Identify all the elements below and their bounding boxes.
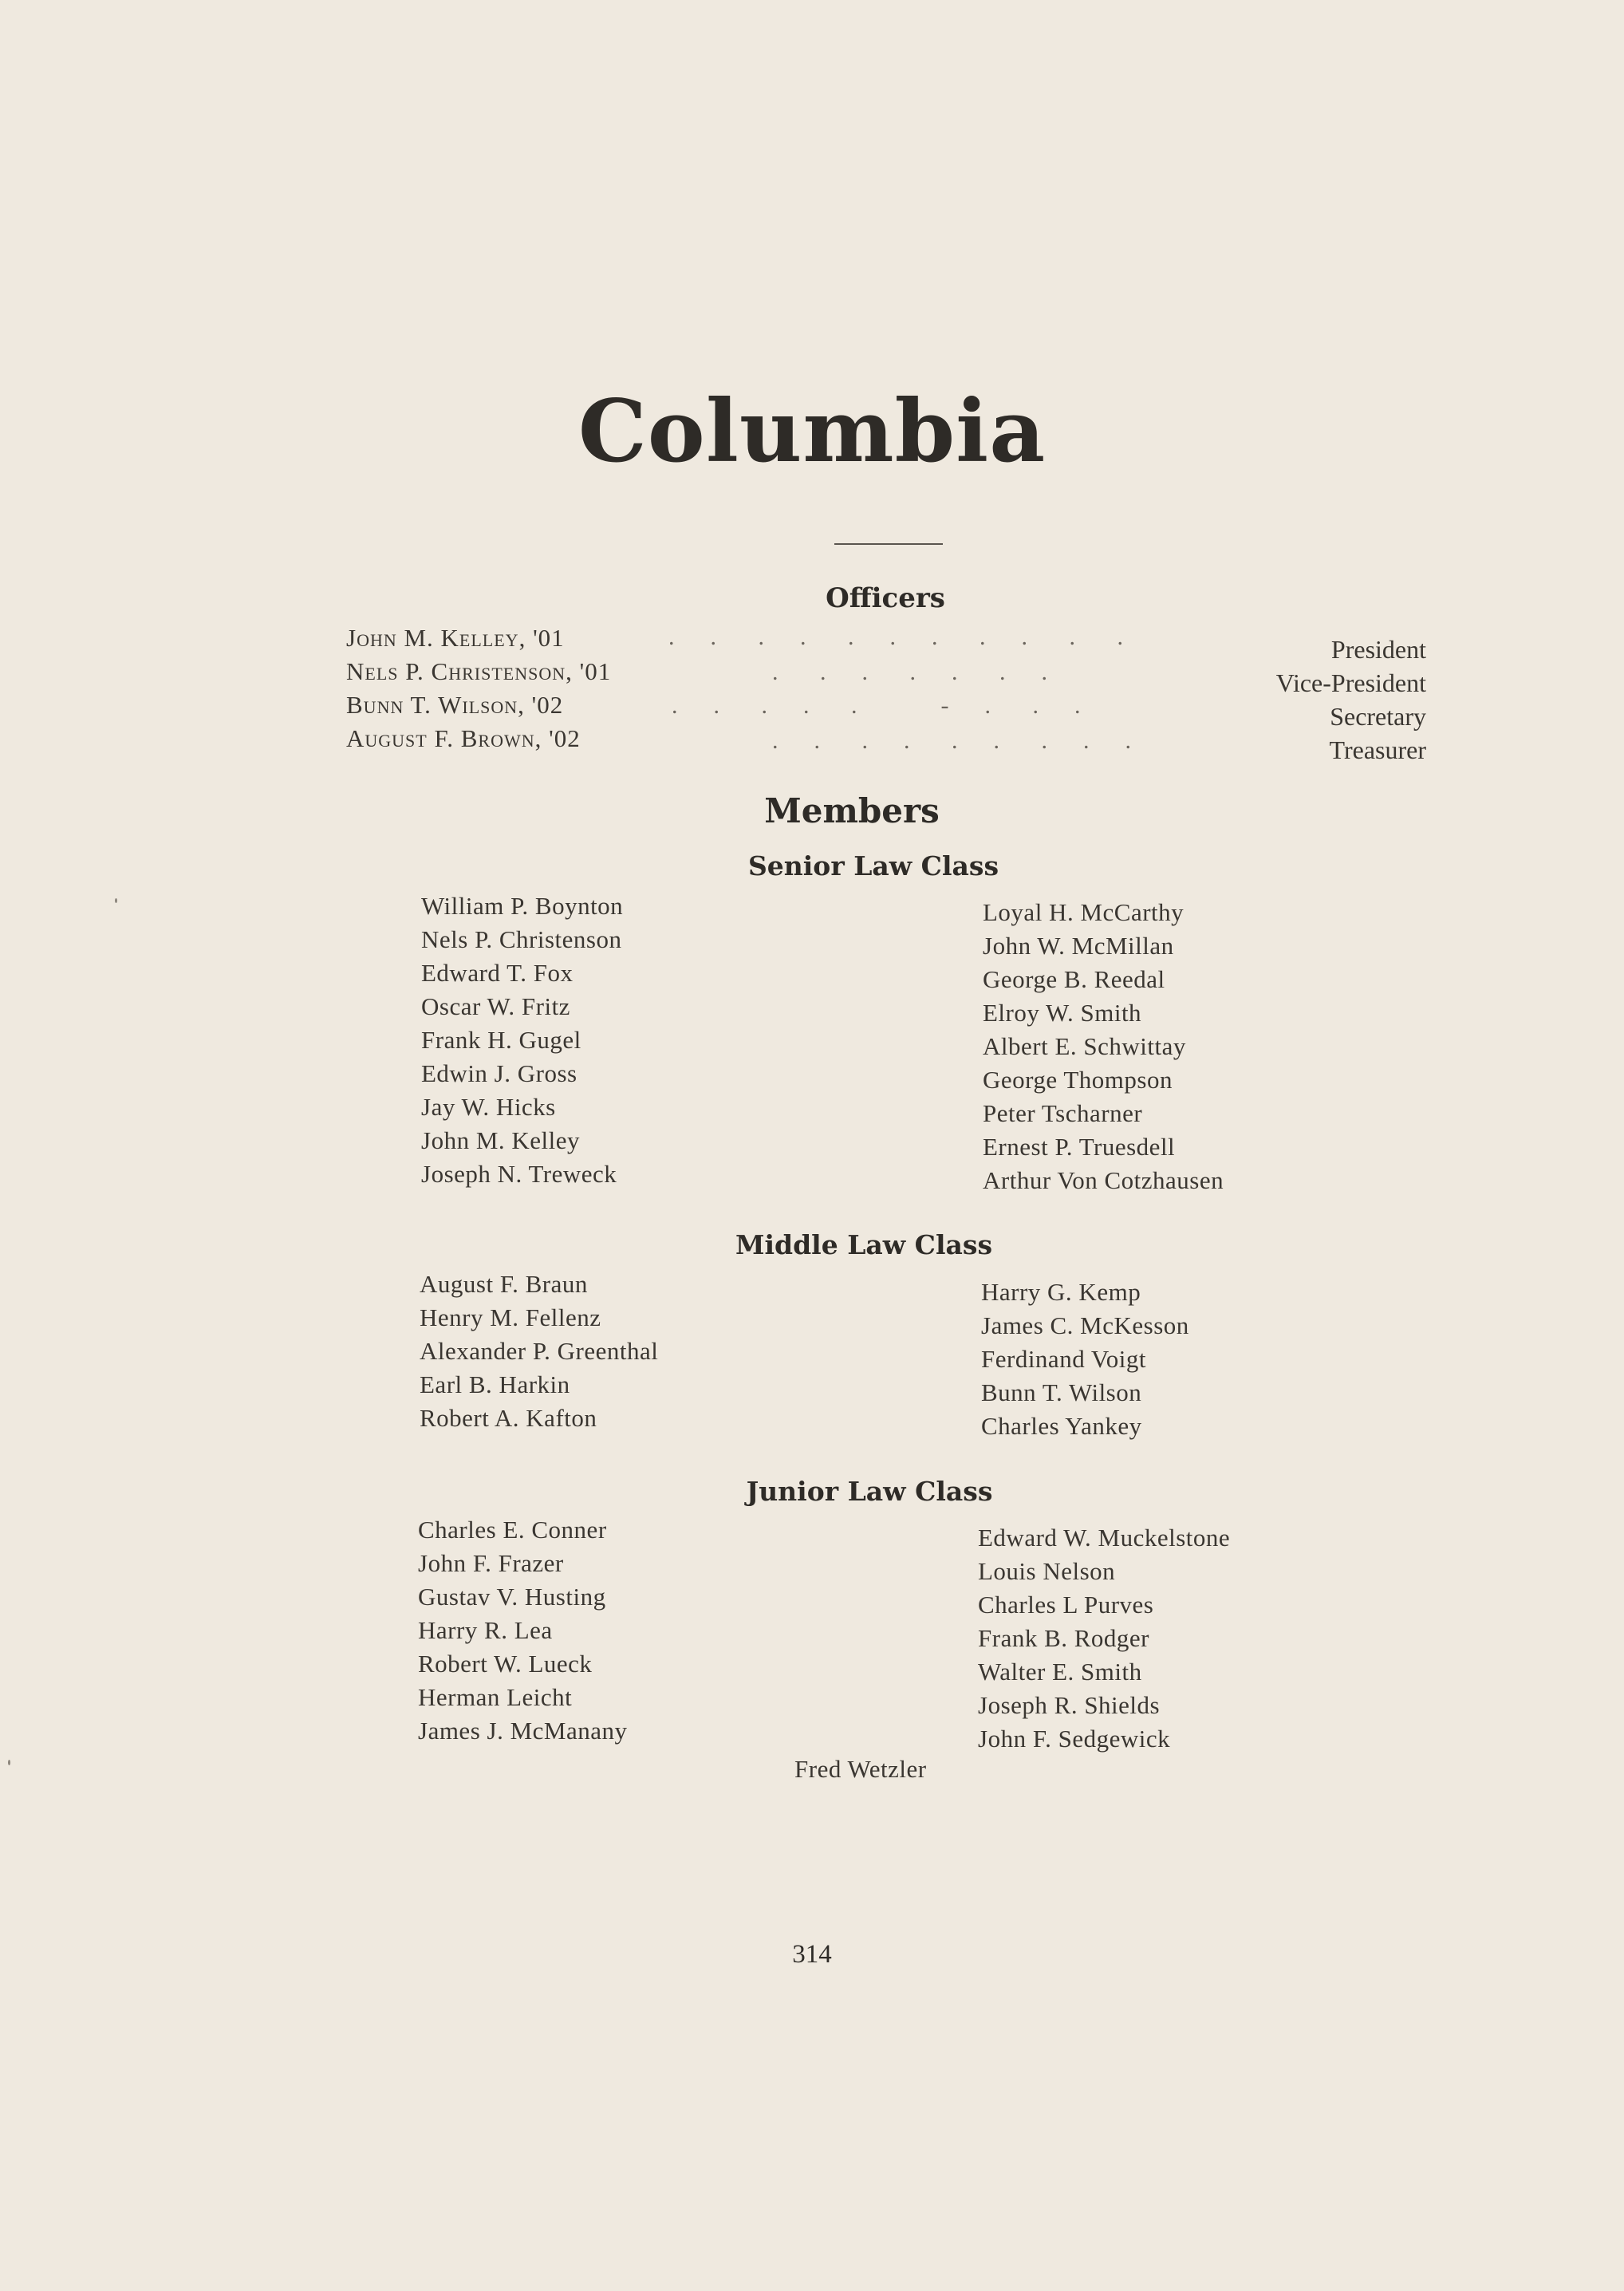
page-title: Columbia — [577, 381, 1047, 482]
list-item: Alexander P. Greenthal — [420, 1337, 659, 1365]
list-item: Elroy W. Smith — [983, 999, 1142, 1027]
list-item: Nels P. Christenson — [421, 925, 622, 953]
paper-speck — [8, 1760, 10, 1765]
middle-class-heading: Middle Law Class — [735, 1229, 993, 1260]
list-item: Edwin J. Gross — [421, 1059, 577, 1087]
officer-title: President — [1330, 635, 1426, 664]
list-item: Frank B. Rodger — [978, 1624, 1150, 1652]
officer-title: Vice-President — [1275, 668, 1426, 697]
list-item: Henry M. Fellenz — [420, 1303, 601, 1331]
list-item: Peter Tscharner — [983, 1099, 1143, 1127]
list-item: Joseph R. Shields — [978, 1691, 1161, 1719]
officers-heading: Officers — [826, 582, 945, 614]
list-item: Bunn T. Wilson — [981, 1378, 1142, 1406]
list-item: George Thompson — [983, 1066, 1173, 1094]
list-item: Walter E. Smith — [978, 1658, 1142, 1686]
list-item: Herman Leicht — [418, 1683, 573, 1711]
list-item: Frank H. Gugel — [421, 1026, 581, 1054]
list-item: John F. Sedgewick — [978, 1725, 1171, 1753]
list-item: Jay W. Hicks — [421, 1093, 556, 1121]
officer-title: Secretary — [1330, 702, 1426, 731]
list-item: Charles Yankey — [981, 1412, 1142, 1440]
list-item: Charles L Purves — [978, 1591, 1154, 1619]
list-item: Joseph N. Treweck — [421, 1160, 617, 1188]
list-item: Louis Nelson — [978, 1557, 1116, 1585]
leader-dots: . . . . . . . — [772, 659, 1047, 685]
list-item: Ferdinand Voigt — [981, 1345, 1147, 1373]
officer-title: Treasurer — [1329, 735, 1426, 764]
list-item: Gustav V. Husting — [418, 1583, 606, 1611]
list-item: George B. Reedal — [983, 965, 1165, 993]
list-item: Robert A. Kafton — [420, 1404, 597, 1432]
list-item: Harry G. Kemp — [981, 1278, 1141, 1306]
list-item: Oscar W. Fritz — [421, 992, 570, 1020]
list-item: Charles E. Conner — [418, 1516, 607, 1544]
list-item: Edward T. Fox — [421, 959, 574, 987]
list-item: Harry R. Lea — [418, 1616, 553, 1644]
title-divider — [834, 543, 943, 545]
paper-speck — [115, 898, 117, 903]
list-item: John F. Frazer — [418, 1549, 564, 1577]
list-item: Earl B. Harkin — [420, 1370, 570, 1398]
list-item: Edward W. Muckelstone — [978, 1524, 1231, 1552]
list-item: Albert E. Schwittay — [983, 1032, 1186, 1060]
list-item: Ernest P. Truesdell — [983, 1133, 1176, 1161]
list-item: John W. McMillan — [983, 932, 1174, 960]
members-heading: Members — [764, 791, 940, 830]
list-item: August F. Braun — [420, 1270, 588, 1298]
leader-dots: . . . . . . . . . — [772, 728, 1131, 754]
list-item: William P. Boynton — [421, 892, 624, 920]
junior-center-name: Fred Wetzler — [794, 1755, 927, 1783]
list-item: Robert W. Lueck — [418, 1650, 593, 1678]
list-item: John M. Kelley — [421, 1126, 581, 1154]
list-item: Arthur Von Cotzhausen — [983, 1166, 1224, 1194]
junior-class-heading: Junior Law Class — [746, 1476, 993, 1507]
senior-class-heading: Senior Law Class — [747, 850, 999, 881]
leader-dots: . . . . . - . . . — [672, 692, 1081, 719]
officer-name: August F. Brown, '02 — [346, 724, 581, 752]
list-item: James C. McKesson — [981, 1311, 1189, 1339]
list-item: Loyal H. McCarthy — [983, 898, 1184, 926]
officer-name: Bunn T. Wilson, '02 — [346, 691, 564, 719]
page-number: 314 — [792, 1940, 832, 1969]
officer-name: Nels P. Christenson, '01 — [346, 657, 612, 685]
list-item: James J. McManany — [418, 1717, 628, 1745]
leader-dots: . . . . . . . . . . . — [668, 624, 1123, 650]
officer-name: John M. Kelley, '01 — [346, 624, 565, 652]
